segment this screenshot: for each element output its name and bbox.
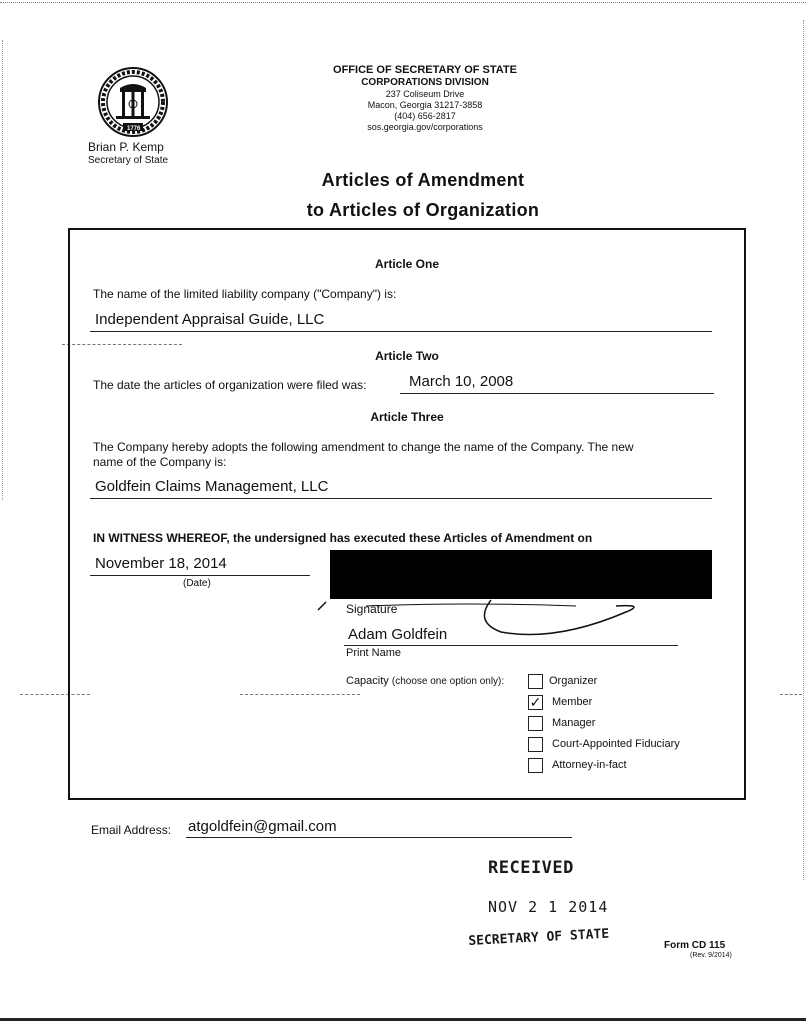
article-two-heading: Article Two — [375, 349, 439, 363]
article-three-prompt-line-2: name of the Company is: — [93, 455, 227, 469]
filing-date-value: March 10, 2008 — [409, 373, 514, 390]
scan-mark-right — [780, 694, 802, 695]
email-label: Email Address: — [91, 823, 172, 837]
capacity-label: Capacity — [346, 675, 389, 687]
document-title-line-1: Articles of Amendment — [321, 170, 525, 190]
manager-checkbox[interactable] — [528, 716, 543, 731]
member-label: Member — [552, 696, 593, 708]
check-mark-icon: ✓ — [529, 694, 542, 710]
article-three-heading: Article Three — [370, 410, 444, 424]
article-two-prompt: The date the articles of organization were filed was: — [93, 378, 367, 392]
secretary-of-state-stamp: SECRETARY OF STATE — [468, 926, 610, 949]
phone-number: (404) 656-2817 — [394, 111, 456, 121]
handwritten-signature — [316, 592, 656, 653]
print-name-value: Adam Goldfein — [348, 626, 448, 643]
organizer-label: Organizer — [549, 675, 598, 687]
execution-date-value: November 18, 2014 — [95, 555, 227, 572]
fiduciary-label: Court-Appointed Fiduciary — [552, 738, 680, 750]
form-number: Form CD 115 — [664, 940, 726, 951]
member-checkbox[interactable] — [528, 695, 543, 710]
scan-mark-right-edge — [803, 20, 805, 880]
email-value: atgoldfein@gmail.com — [188, 818, 337, 835]
seal-year: 1776 — [127, 126, 141, 132]
witness-statement: IN WITNESS WHEREOF, the undersigned has executed these Articles of Amendment on — [93, 531, 593, 545]
office-block — [300, 64, 550, 133]
scan-mark-left-edge — [2, 40, 4, 500]
company-name-line — [90, 331, 712, 332]
website: sos.georgia.gov/corporations — [367, 122, 483, 132]
attorney-label: Attorney-in-fact — [552, 759, 627, 771]
print-name-line — [344, 645, 678, 646]
manager-label: Manager — [552, 717, 596, 729]
official-name: Brian P. Kemp — [88, 140, 164, 154]
fiduciary-checkbox[interactable] — [528, 737, 543, 752]
official-block — [88, 140, 168, 168]
form-revision: (Rev. 9/2014) — [690, 952, 732, 959]
received-stamp: RECEIVED — [488, 858, 574, 878]
article-one-prompt: The name of the limited liability company ("Company") is: — [93, 287, 397, 301]
office-title: OFFICE OF SECRETARY OF STATE — [333, 64, 517, 76]
email-line — [186, 837, 572, 838]
execution-date-line — [90, 575, 310, 576]
capacity-prompt — [346, 675, 504, 687]
article-three-prompt-line-1: The Company hereby adopts the following amendment to change the name of the Company. The new — [93, 440, 634, 454]
new-company-name-line — [90, 498, 712, 499]
division-title: CORPORATIONS DIVISION — [361, 77, 489, 88]
capacity-hint: (choose one option only): — [391, 676, 505, 687]
received-date-stamp: NOV 2 1 2014 — [488, 898, 609, 916]
filing-date-line — [400, 393, 714, 394]
scan-mark-bottom — [0, 1018, 806, 1021]
company-name-value: Independent Appraisal Guide, LLC — [95, 311, 325, 328]
scan-mark-top — [0, 2, 806, 3]
article-one-heading: Article One — [374, 257, 440, 271]
address-line-1: 237 Coliseum Drive — [385, 89, 465, 99]
signature-label: Signature — [346, 602, 398, 616]
attorney-checkbox[interactable] — [528, 758, 543, 773]
print-name-label: Print Name — [346, 647, 402, 659]
official-title: Secretary of State — [88, 155, 169, 166]
date-caption: (Date) — [183, 578, 211, 589]
organizer-checkbox[interactable] — [528, 674, 543, 689]
new-company-name-value: Goldfein Claims Management, LLC — [95, 478, 329, 495]
document-title-line-2: to Articles of Organization — [306, 200, 540, 220]
address-line-2: Macon, Georgia 31217-3858 — [367, 100, 483, 110]
